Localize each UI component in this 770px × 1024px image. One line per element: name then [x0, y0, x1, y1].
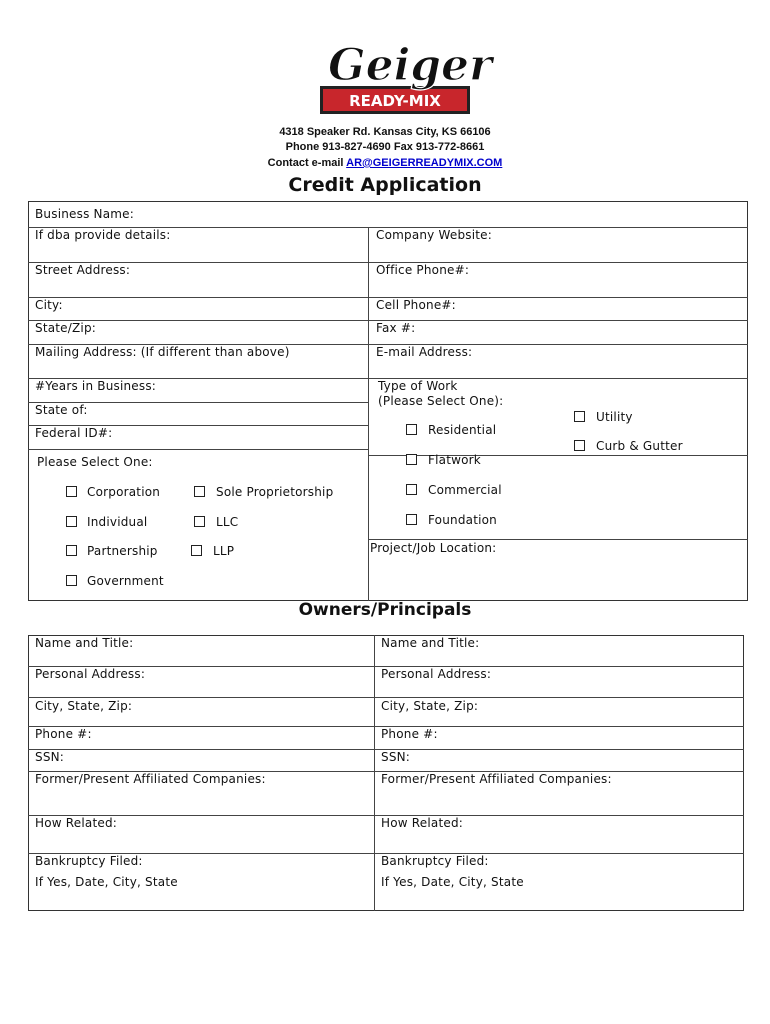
- company-phone: Phone 913-827-4690 Fax 913-772-8661: [285, 141, 485, 153]
- street-address-label: Street Address:: [35, 263, 131, 277]
- owner1-city-state-zip-label: City, State, Zip:: [35, 699, 133, 713]
- state-zip-label: State/Zip:: [35, 321, 97, 335]
- city-label: City:: [35, 298, 63, 312]
- owner2-how-related-label: How Related:: [381, 816, 464, 830]
- partnership-label: Partnership: [87, 544, 158, 558]
- owner1-phone-label: Phone #:: [35, 727, 92, 741]
- company-address: 4318 Speaker Rd. Kansas City, KS 66106: [279, 126, 491, 138]
- residential-checkbox[interactable]: [406, 424, 417, 435]
- foundation-label: Foundation: [428, 513, 497, 527]
- owner1-name-title-label: Name and Title:: [35, 636, 134, 650]
- corporation-label: Corporation: [87, 485, 161, 499]
- owner1-if-yes-label: If Yes, Date, City, State: [35, 875, 178, 889]
- government-checkbox[interactable]: [66, 575, 77, 586]
- owner1-affiliated-label: Former/Present Affiliated Companies:: [35, 772, 266, 786]
- utility-checkbox[interactable]: [574, 411, 585, 422]
- foundation-checkbox[interactable]: [406, 514, 417, 525]
- owner2-phone-label: Phone #:: [381, 727, 438, 741]
- sole-proprietorship-label: Sole Proprietorship: [216, 485, 334, 499]
- mailing-address-label: Mailing Address: (If different than above): [35, 345, 290, 359]
- owner1-how-related-label: How Related:: [35, 816, 118, 830]
- years-in-business-label: #Years in Business:: [35, 379, 157, 393]
- owner2-city-state-zip-label: City, State, Zip:: [381, 699, 479, 713]
- curb-gutter-label: Curb & Gutter: [596, 439, 683, 453]
- individual-checkbox[interactable]: [66, 516, 77, 527]
- llp-label: LLP: [213, 544, 235, 558]
- cell-phone-label: Cell Phone#:: [376, 298, 456, 312]
- owner2-name-title-label: Name and Title:: [381, 636, 480, 650]
- logo-brand-text: Geiger: [328, 40, 493, 91]
- residential-label: Residential: [428, 423, 497, 437]
- individual-label: Individual: [87, 515, 148, 529]
- email-label: Contact e-mail: [267, 157, 347, 169]
- commercial-label: Commercial: [428, 483, 502, 497]
- fax-label: Fax #:: [376, 321, 416, 335]
- curb-gutter-checkbox[interactable]: [574, 440, 585, 451]
- owners-section-title: Owners/Principals: [298, 600, 472, 620]
- owner2-if-yes-label: If Yes, Date, City, State: [381, 875, 524, 889]
- llp-checkbox[interactable]: [191, 545, 202, 556]
- owner2-ssn-label: SSN:: [381, 750, 411, 764]
- type-of-work-instruction: (Please Select One):: [378, 394, 504, 408]
- flatwork-label: Flatwork: [428, 453, 481, 467]
- owner2-personal-address-label: Personal Address:: [381, 667, 492, 681]
- llc-checkbox[interactable]: [194, 516, 205, 527]
- state-of-label: State of:: [35, 403, 88, 417]
- project-location-label: Project/Job Location:: [370, 541, 497, 555]
- logo-sub-text: READY-MIX: [349, 92, 441, 110]
- logo-graphic: [316, 36, 493, 120]
- page-title: Credit Application: [288, 174, 482, 196]
- business-name-label: Business Name:: [35, 207, 134, 221]
- utility-label: Utility: [596, 410, 633, 424]
- company-logo: [316, 36, 493, 120]
- partnership-checkbox[interactable]: [66, 545, 77, 556]
- owner1-ssn-label: SSN:: [35, 750, 65, 764]
- commercial-checkbox[interactable]: [406, 484, 417, 495]
- email-address-label: E-mail Address:: [376, 345, 473, 359]
- owner2-bankruptcy-label: Bankruptcy Filed:: [381, 854, 489, 868]
- office-phone-label: Office Phone#:: [376, 263, 470, 277]
- type-of-work-label: Type of Work: [378, 379, 458, 393]
- company-website-label: Company Website:: [376, 228, 492, 242]
- corporation-checkbox[interactable]: [66, 486, 77, 497]
- owner2-affiliated-label: Former/Present Affiliated Companies:: [381, 772, 612, 786]
- owner1-bankruptcy-label: Bankruptcy Filed:: [35, 854, 143, 868]
- entity-type-label: Please Select One:: [37, 455, 153, 469]
- federal-id-label: Federal ID#:: [35, 426, 113, 440]
- sole-proprietorship-checkbox[interactable]: [194, 486, 205, 497]
- email-link[interactable]: AR@GEIGERREADYMIX.COM: [346, 157, 503, 169]
- llc-label: LLC: [216, 515, 239, 529]
- owner1-personal-address-label: Personal Address:: [35, 667, 146, 681]
- dba-label: If dba provide details:: [35, 228, 171, 242]
- flatwork-checkbox[interactable]: [406, 454, 417, 465]
- company-contact: [0, 157, 770, 169]
- government-label: Government: [87, 574, 164, 588]
